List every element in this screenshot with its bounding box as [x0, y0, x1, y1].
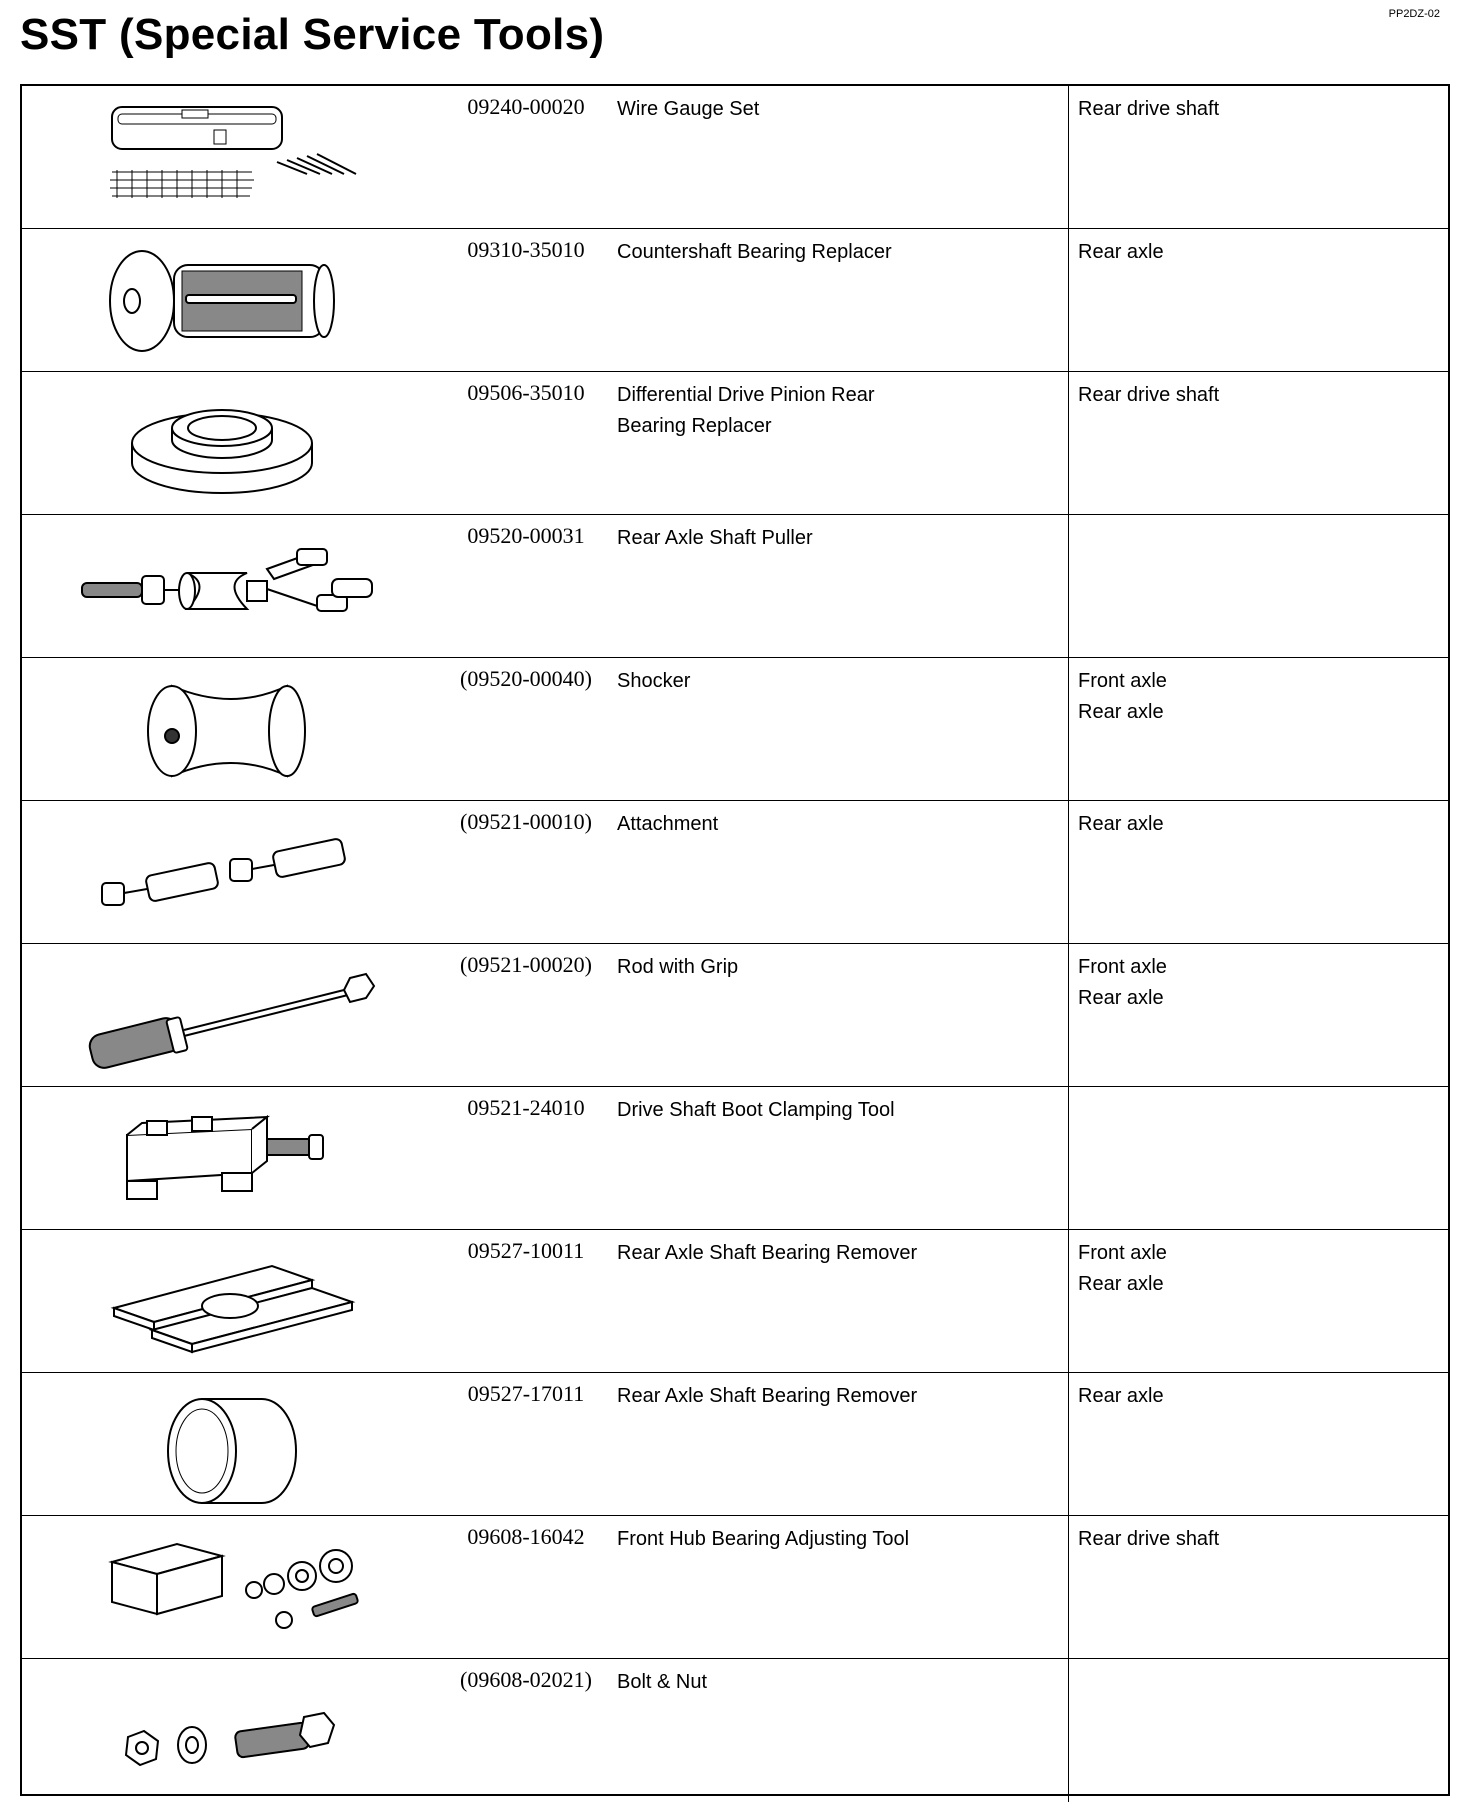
- tool-name: Drive Shaft Boot Clamping Tool: [617, 1099, 895, 1121]
- tool-use: Rear drive shaft: [1078, 384, 1220, 406]
- tool-name: Rear Axle Shaft Puller: [617, 527, 813, 549]
- table-row: [22, 515, 1448, 658]
- shocker-icon: [62, 664, 422, 794]
- tool-name: Attachment: [617, 813, 719, 835]
- attachment-icon: [62, 807, 422, 937]
- part-number: 09527-10011: [467, 1238, 585, 1263]
- part-number: 09520-00031: [467, 523, 585, 548]
- tool-name: Countershaft Bearing Replacer: [617, 241, 892, 263]
- table-row: [22, 86, 1448, 229]
- tool-use: Front axle Rear axle: [1078, 956, 1167, 1009]
- shaft-puller-icon: [62, 521, 422, 651]
- tool-name: Rear Axle Shaft Bearing Remover: [617, 1385, 918, 1407]
- tool-name: Rod with Grip: [617, 956, 739, 978]
- tool-use: Rear axle: [1078, 241, 1164, 263]
- table-row: [22, 1516, 1448, 1659]
- table-row: [22, 1087, 1448, 1230]
- page-title: SST (Special Service Tools): [20, 10, 605, 59]
- bolt-and-nut-icon: [62, 1665, 422, 1795]
- rod-with-grip-icon: [62, 950, 422, 1080]
- tool-name: Differential Drive Pinion Rear Bearing Replacer: [617, 384, 875, 437]
- part-number: 09240-00020: [467, 94, 585, 119]
- tool-use: Rear axle: [1078, 1385, 1164, 1407]
- tool-use: Rear axle: [1078, 813, 1164, 835]
- tool-name: Rear Axle Shaft Bearing Remover: [617, 1242, 918, 1264]
- table-row: [22, 372, 1448, 515]
- tool-name: Shocker: [617, 670, 691, 692]
- tool-name: Front Hub Bearing Adjusting Tool: [617, 1528, 910, 1550]
- table-row: [22, 229, 1448, 372]
- bearing-remover-plates-icon: [62, 1236, 422, 1366]
- tool-use: Front axle Rear axle: [1078, 670, 1167, 723]
- table-row: [22, 1373, 1448, 1516]
- bearing-remover-cup-icon: [62, 1379, 422, 1509]
- part-number: 09521-24010: [467, 1095, 585, 1120]
- table-row: [22, 944, 1448, 1087]
- hub-bearing-adjusting-tool-icon: [62, 1522, 422, 1652]
- tool-use: Rear drive shaft: [1078, 1528, 1220, 1550]
- boot-clamping-tool-icon: [62, 1093, 422, 1223]
- bearing-replacer-icon: [62, 235, 422, 365]
- part-number: 09527-17011: [467, 1381, 585, 1406]
- tool-use: Rear drive shaft: [1078, 98, 1220, 120]
- sst-table: [20, 84, 1450, 1796]
- tool-name: Wire Gauge Set: [617, 98, 760, 120]
- table-row: [22, 1230, 1448, 1373]
- table-row: [22, 801, 1448, 944]
- page-code: PP2DZ-02: [1388, 8, 1440, 20]
- tool-use: Front axle Rear axle: [1078, 1242, 1167, 1295]
- part-number: (09521-00020): [460, 952, 592, 977]
- table-row: [22, 1659, 1448, 1802]
- ring-replacer-icon: [62, 378, 422, 508]
- part-number: 09608-16042: [467, 1524, 585, 1549]
- part-number: (09520-00040): [460, 666, 592, 691]
- part-number: 09506-35010: [467, 380, 585, 405]
- part-number: 09310-35010: [467, 237, 585, 262]
- wire-gauge-set-icon: [62, 92, 422, 222]
- part-number: (09608-02021): [460, 1667, 592, 1692]
- part-number: (09521-00010): [460, 809, 592, 834]
- table-row: [22, 658, 1448, 801]
- tool-name: Bolt & Nut: [617, 1671, 708, 1693]
